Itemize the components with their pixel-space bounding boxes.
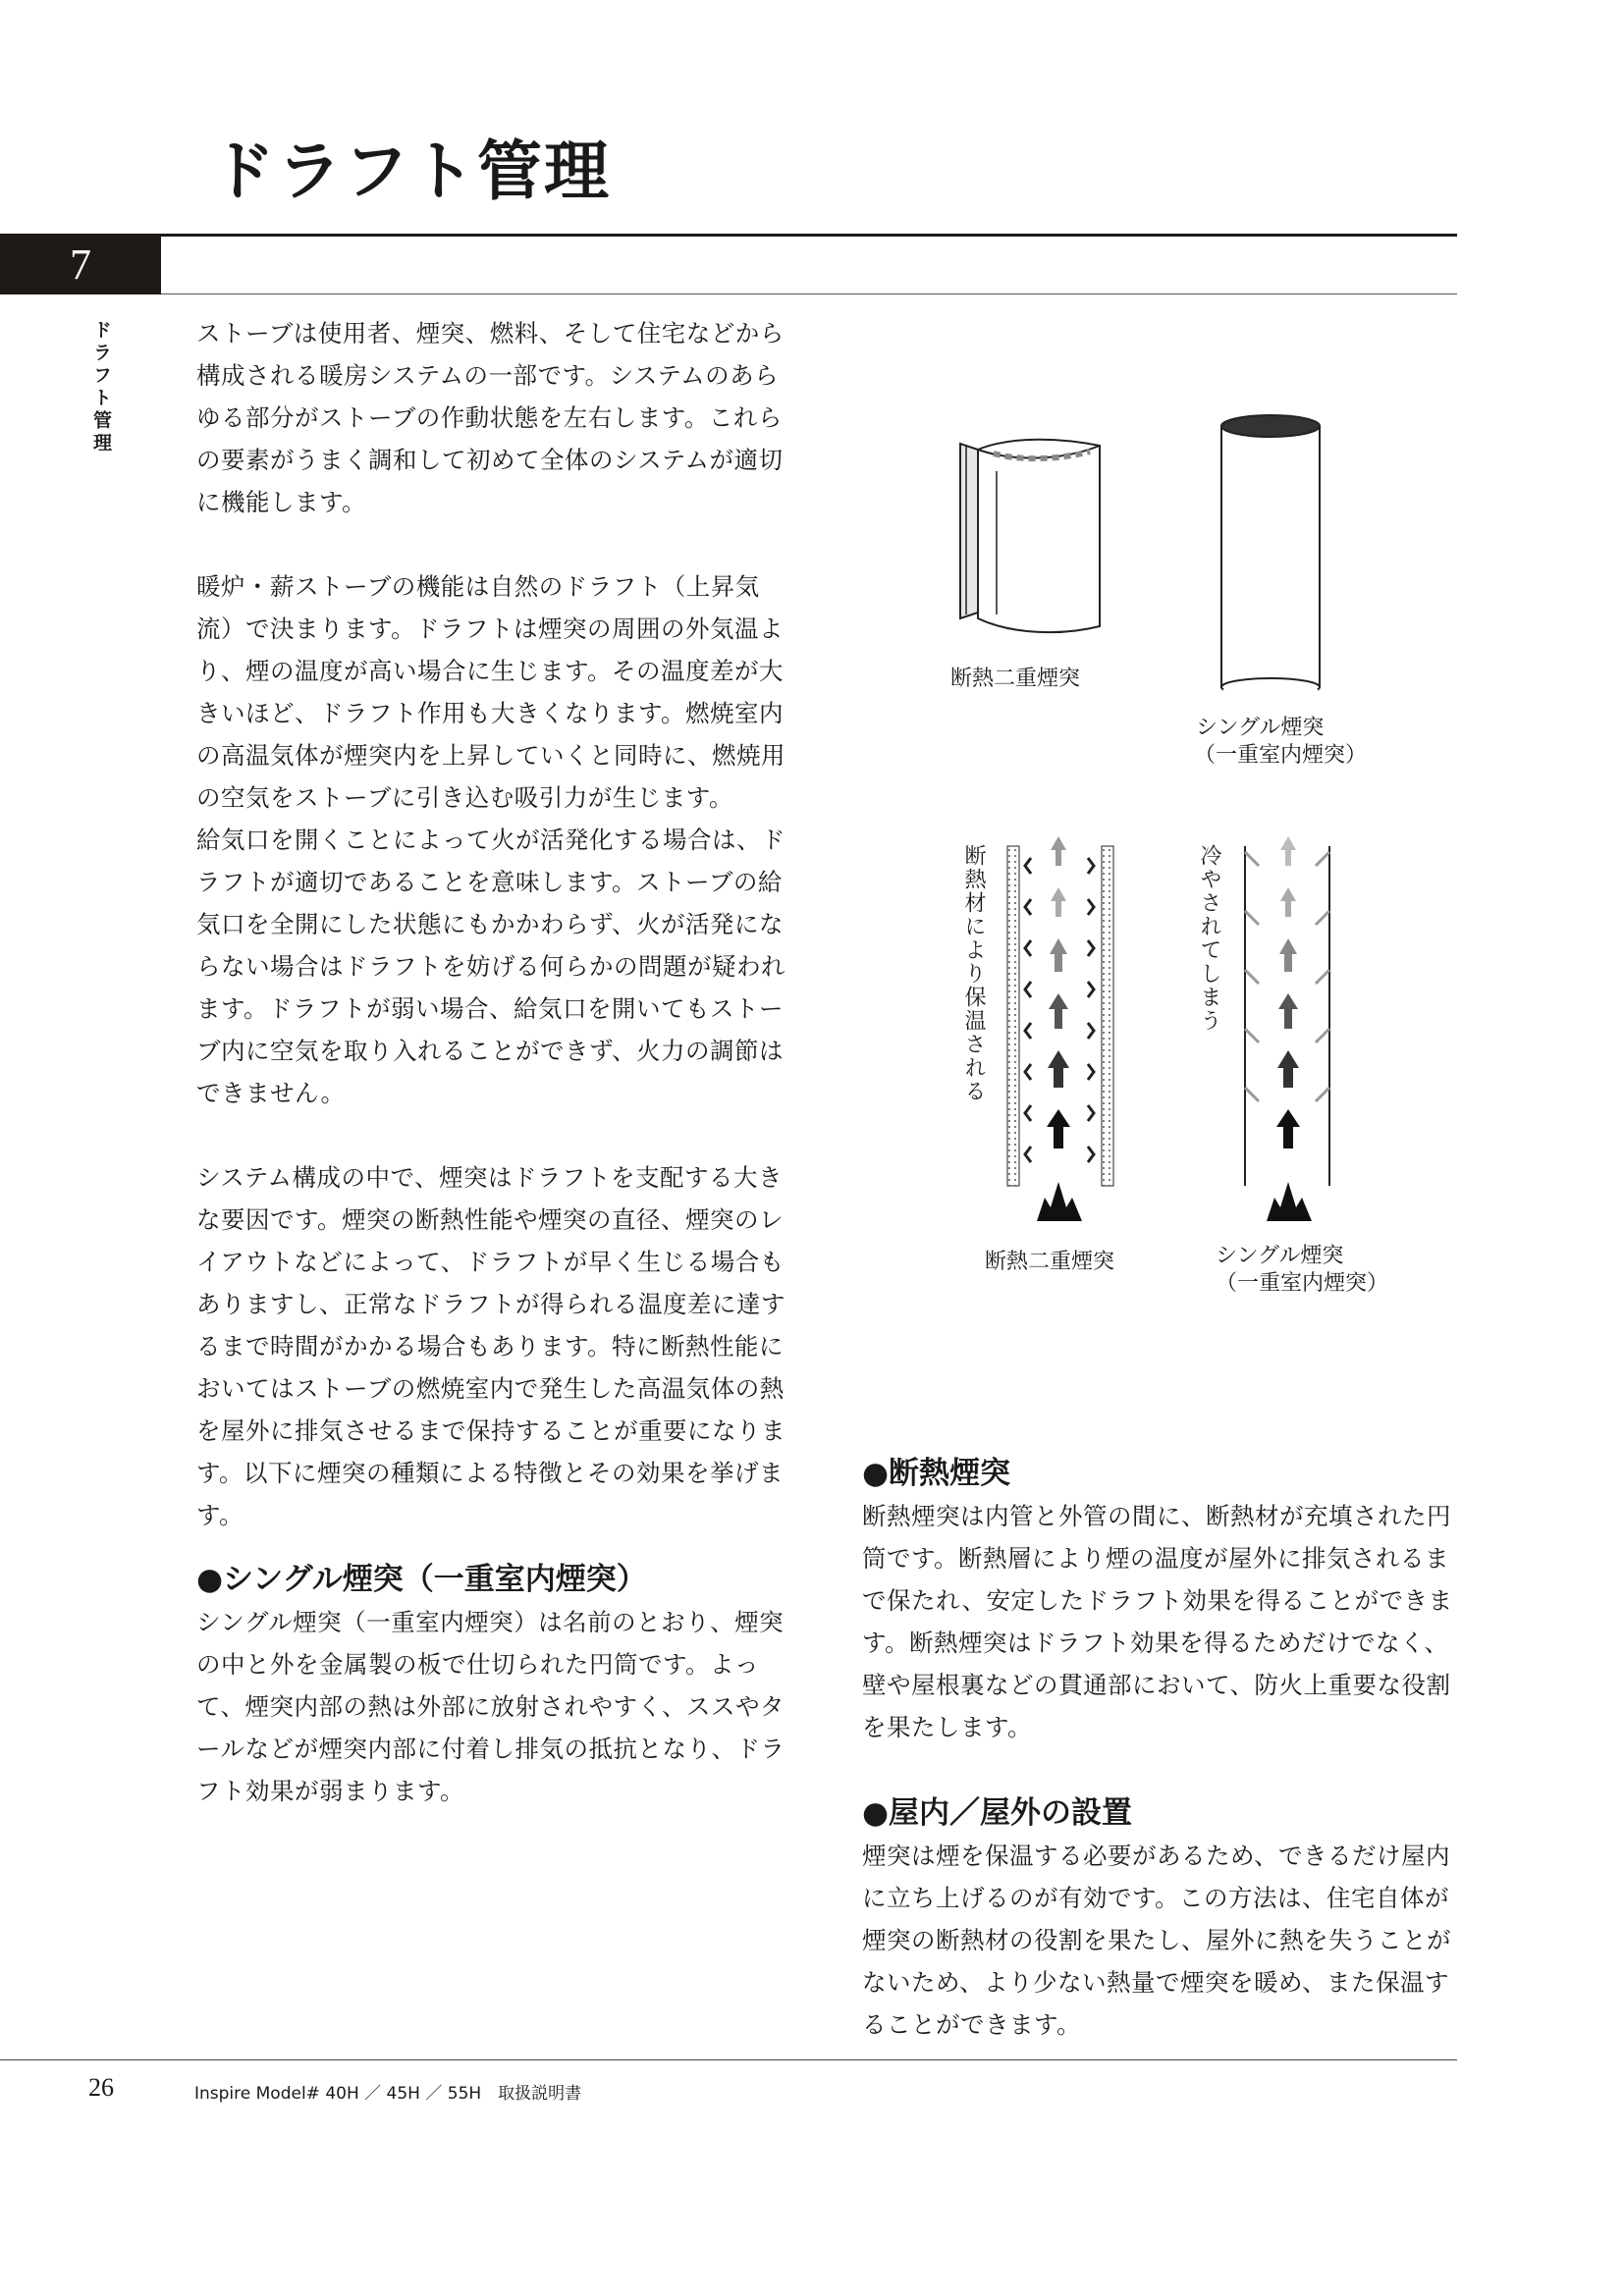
chapter-number-box	[0, 234, 161, 294]
right-column	[862, 1452, 1456, 2046]
left-column	[196, 312, 795, 1812]
fig-caption-insulated-bottom: 断熱二重煙突	[985, 1250, 1115, 1274]
heading-installation: ●屋内／屋外の設置	[862, 1795, 1133, 1831]
single-chimney-illustration	[1218, 412, 1326, 697]
header-rule-top	[161, 234, 1457, 237]
paragraph-air-inlet: 給気口を開くことによって火が活発化する場合は、ドラフトが適切であることを意味します。ストーブの給気口を全開にした状態にもかかわらず、火が活発にならない場合はドラフトを妨げる何らかの問題が疑われます。ドラフトが弱い場合、給気口を開いてもストーブ内に空気を取り入れることができず、火力の調節はできません。	[196, 826, 785, 1107]
fig-caption-single-top-2: （一重室内煙突）	[1194, 743, 1368, 768]
side-section-label: ドラフト管理	[90, 320, 112, 455]
footer-manual-title: Inspire Model# 40H ／ 45H ／ 55H 取扱説明書	[194, 2084, 582, 2104]
fig-caption-single-bottom-1: シングル煙突	[1216, 1244, 1344, 1268]
paragraph-single-chimney: シングル煙突（一重室内煙突）は名前のとおり、煙突の中と外を金属製の板で仕切られた円筒です。よって、煙突内部の熱は外部に放射されやすく、ススやタールなどが煙突内部に付着し排気の抵抗となり、ドラフト効果が弱まります。	[196, 1608, 785, 1805]
paragraph-gap	[196, 523, 795, 565]
insulated-chimney-illustration	[952, 432, 1110, 658]
vertical-note-single: 冷やされてしまう	[1197, 844, 1221, 1033]
paragraph-insulated-chimney: 断熱煙突は内管と外管の間に、断熱材が充填された円筒です。断熱層により煙の温度が屋外に排気されるまで保たれ、安定したドラフト効果を得ることができます。断熱煙突はドラフト効果を得るためだけでなく、壁や屋根裏などの貫通部において、防火上重要な役割を果たします。	[862, 1502, 1453, 1741]
vertical-note-insulated: 断熱材により保温される	[961, 844, 986, 1103]
fig-caption-single-bottom-2: （一重室内煙突）	[1216, 1271, 1389, 1296]
fig-caption-single-top-1: シングル煙突	[1196, 716, 1325, 740]
fig-caption-insulated-top: 断熱二重煙突	[950, 667, 1081, 691]
paragraph-chimney: システム構成の中で、煙突はドラフトを支配する大きな要因です。煙突の断熱性能や煙突の直径、煙突のレイアウトなどによって、ドラフトが早く生じる場合もありますし、正常なドラフトが得られる温度差に達するまで時間がかかる場合もあります。特に断熱性能においてはストーブの燃焼室内で発生した高温気体の熱を屋外に排気させるまで保持することが重要になります。以下に煙突の種類による特徴とその効果を挙げます。	[196, 1163, 785, 1529]
paragraph-draft: 暖炉・薪ストーブの機能は自然のドラフト（上昇気流）で決まります。ドラフトは煙突の周囲の外気温より、煙の温度が高い場合に生じます。その温度差が大きいほど、ドラフト作用も大きくなります。燃焼室内の高温気体が煙突内を上昇していくと同時に、燃焼用の空気をストーブに引き込む吸引力が生じます。	[196, 572, 785, 812]
insulated-draft-diagram	[1001, 836, 1110, 1229]
paragraph-gap	[196, 1114, 795, 1156]
chapter-number: 7	[70, 240, 91, 289]
paragraph-intro: ストーブは使用者、煙突、燃料、そして住宅などから構成される暖房システムの一部です。システムのあらゆる部分がストーブの作動状態を左右します。これらの要素がうまく調和して初めて全体のシステムが適切に機能します。	[196, 319, 785, 516]
heading-gap	[196, 1536, 795, 1558]
page-title: ドラフト管理	[210, 133, 611, 209]
footer-rule	[0, 2059, 1457, 2060]
page-number: 26	[88, 2073, 114, 2102]
heading-insulated-chimney: ●断熱煙突	[862, 1456, 1011, 1491]
single-draft-diagram	[1237, 836, 1345, 1229]
heading-single-chimney: ●シングル煙突（一重室内煙突）	[196, 1562, 647, 1597]
paragraph-installation: 煙突は煙を保温する必要があるため、できるだけ屋内に立ち上げるのが有効です。この方法は、住宅自体が煙突の断熱材の役割を果たし、屋外に熱を失うことがないため、より少ない熱量で煙突を暖め、また保温することができます。	[862, 1842, 1451, 2039]
heading-gap	[862, 1748, 1456, 1791]
